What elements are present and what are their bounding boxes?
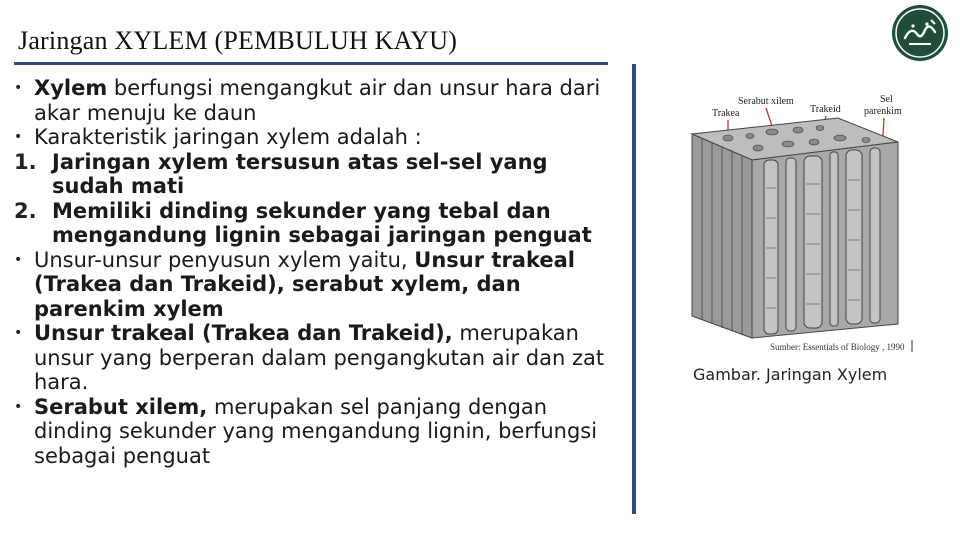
number-marker: 2.: [14, 198, 37, 223]
label-sel: Sel: [880, 94, 893, 105]
numbered-text: Jaringan xylem tersusun atas sel-sel yang sudah mati: [52, 149, 548, 198]
bullet-item-components: [14, 248, 620, 322]
label-trakea: Trakea: [712, 108, 740, 119]
title-underline: [14, 62, 608, 65]
bullet-item-characteristics: [14, 125, 620, 150]
content-body: [14, 76, 620, 546]
numbered-text: Memiliki dinding sekunder yang tebal dan mengandung lignin sebagai jaringan penguat: [52, 198, 592, 247]
bold-term: Unsur trakeal (Trakea dan Trakeid), serabut xylem, dan parenkim xylem: [34, 247, 575, 321]
bullet-text: Unsur-unsur penyusun xylem yaitu,: [34, 247, 415, 272]
page-title: Jaringan XYLEM (PEMBULUH KAYU): [18, 26, 458, 55]
xylem-tissue-illustration: [688, 88, 916, 356]
figure-caption: Gambar. Jaringan Xylem: [693, 365, 888, 384]
number-marker: 1.: [14, 149, 37, 174]
institution-emblem-icon: [891, 4, 949, 62]
bullet-text: merupakan sel panjang dengan dinding sekunder yang mengandung lignin, berfungsi sebagai penguat: [34, 394, 598, 468]
bullet-text: merupakan unsur yang berperan dalam pengangkutan air dan zat hara.: [34, 321, 605, 394]
bullet-marker: •: [14, 398, 23, 415]
vertical-divider: [632, 64, 636, 514]
numbered-item-1: [14, 150, 620, 199]
label-serabut-xilem: Serabut xilem: [738, 96, 794, 107]
numbered-item-2: [14, 199, 620, 248]
bold-term: Serabut xilem,: [34, 394, 208, 419]
bullet-item-tracheal: [14, 321, 620, 395]
bullet-marker: •: [14, 251, 23, 268]
bullet-marker: •: [14, 129, 23, 145]
bullet-marker: •: [14, 325, 23, 341]
label-parenkim: parenkim: [864, 106, 902, 117]
figure-source: Sumber: Essentials of Biology , 1990: [770, 342, 905, 352]
label-trakeid: Trakeid: [810, 104, 841, 115]
bullet-item-fiber: [14, 395, 620, 469]
bullet-text: berfungsi mengangkut air dan unsur hara dari akar menuju ke daun: [34, 76, 601, 125]
bullet-item-xylem-function: [14, 76, 620, 125]
bold-term: Xylem: [34, 76, 108, 100]
bullet-marker: •: [14, 80, 23, 96]
bullet-text: Karakteristik jaringan xylem adalah :: [34, 125, 422, 149]
bold-term: Unsur trakeal (Trakea dan Trakeid),: [34, 321, 453, 345]
